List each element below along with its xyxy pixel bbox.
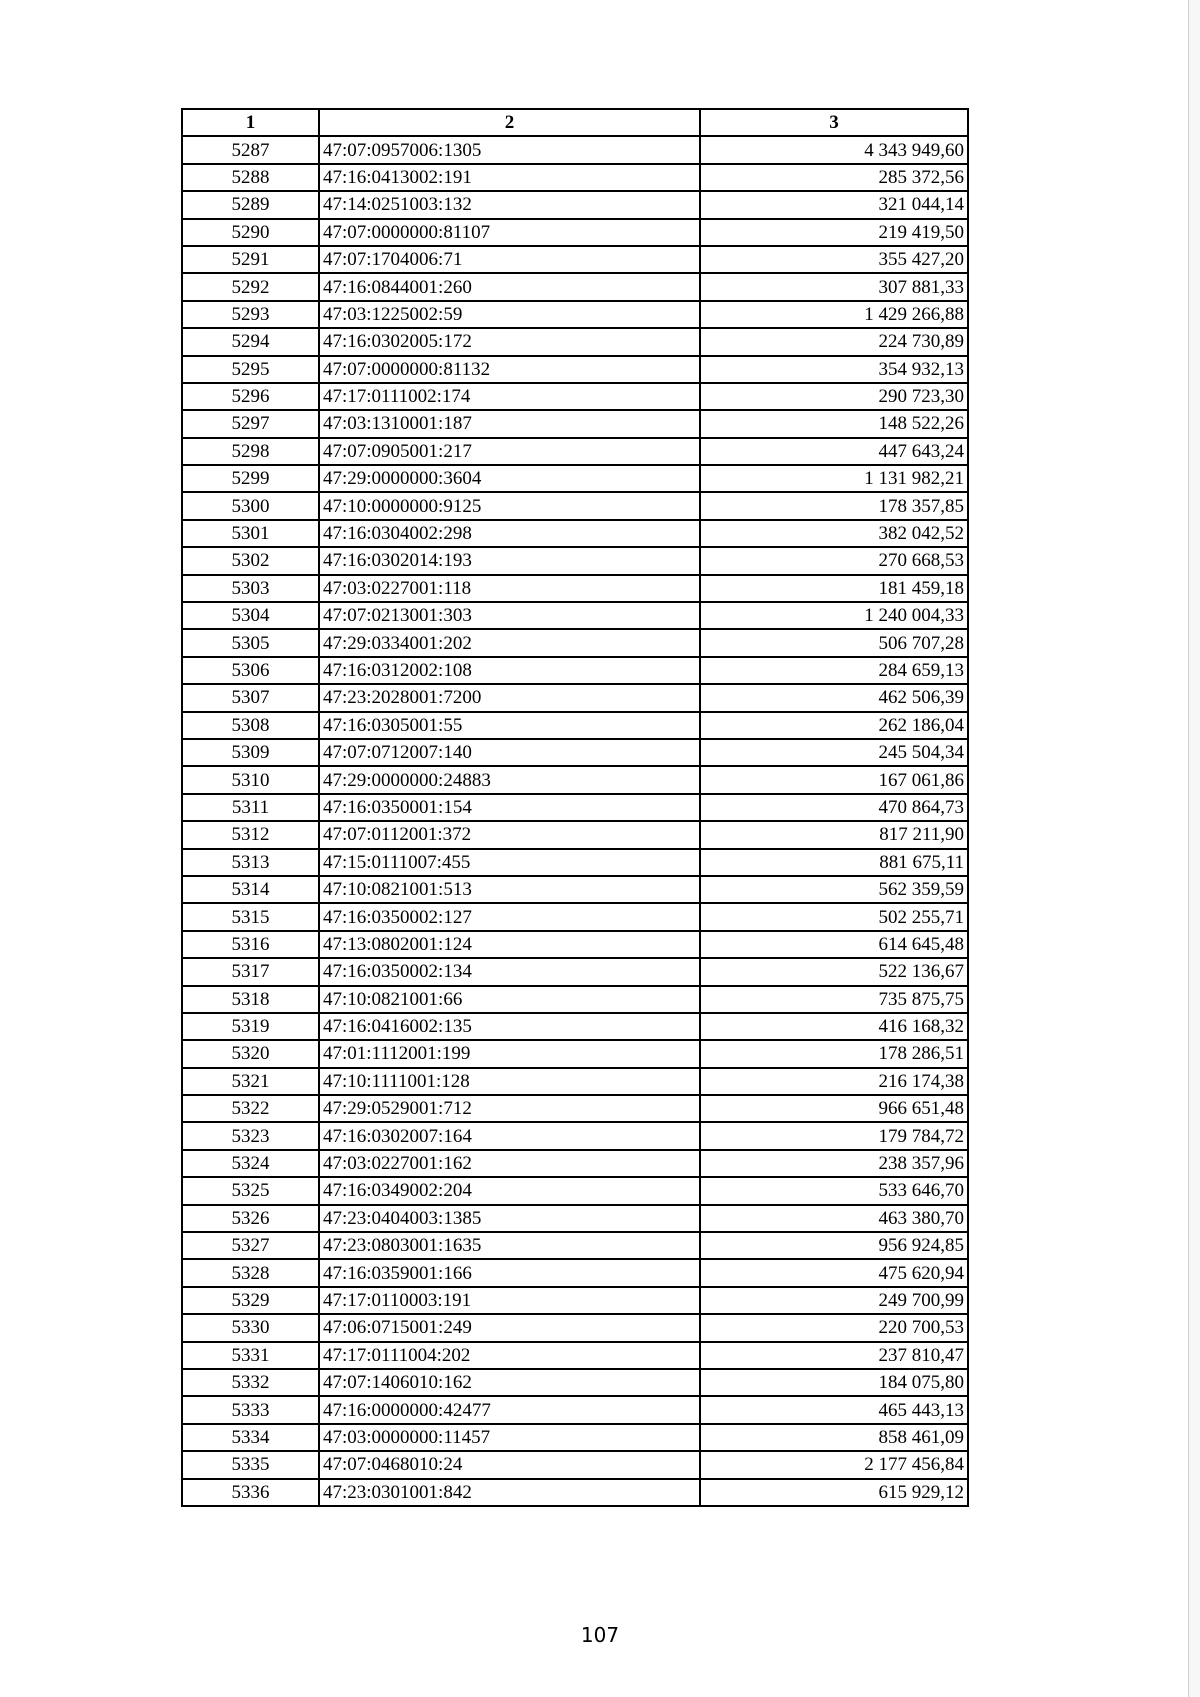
- cadastral-number: 47:23:0803001:1635: [319, 1232, 700, 1259]
- cadastral-number: 47:16:0413002:191: [319, 164, 700, 191]
- table-row: [182, 986, 968, 1013]
- row-number: 5326: [182, 1205, 319, 1232]
- cadastral-number: 47:17:0110003:191: [319, 1287, 700, 1314]
- table-row: [182, 575, 968, 602]
- table-row: [182, 1424, 968, 1451]
- row-number: 5301: [182, 520, 319, 547]
- cadastral-value: 1 240 004,33: [700, 602, 968, 629]
- row-number: 5306: [182, 657, 319, 684]
- cadastral-value: 219 419,50: [700, 219, 968, 246]
- cadastral-value: 179 784,72: [700, 1122, 968, 1149]
- cadastral-number: 47:29:0000000:24883: [319, 766, 700, 793]
- cadastral-number: 47:03:1225002:59: [319, 301, 700, 328]
- table-row: [182, 794, 968, 821]
- cadastral-number: 47:14:0251003:132: [319, 191, 700, 218]
- cadastral-number: 47:16:0844001:260: [319, 273, 700, 300]
- table-row: [182, 657, 968, 684]
- cadastral-number: 47:23:0404003:1385: [319, 1205, 700, 1232]
- row-number: 5289: [182, 191, 319, 218]
- table-row: [182, 1122, 968, 1149]
- table-header: [182, 109, 968, 136]
- cadastral-value: 216 174,38: [700, 1068, 968, 1095]
- cadastral-value: 465 443,13: [700, 1396, 968, 1423]
- row-number: 5302: [182, 547, 319, 574]
- table-row: [182, 1314, 968, 1341]
- row-number: 5313: [182, 849, 319, 876]
- table-body: [182, 136, 968, 1506]
- cadastral-number: 47:16:0416002:135: [319, 1013, 700, 1040]
- row-number: 5330: [182, 1314, 319, 1341]
- cadastral-number: 47:03:1310001:187: [319, 410, 700, 437]
- table-row: [182, 876, 968, 903]
- row-number: 5323: [182, 1122, 319, 1149]
- row-number: 5309: [182, 739, 319, 766]
- cadastral-value: 2 177 456,84: [700, 1451, 968, 1478]
- table-row: [182, 1479, 968, 1506]
- table-row: [182, 1396, 968, 1423]
- table-row: [182, 931, 968, 958]
- table-row: [182, 1259, 968, 1286]
- cadastral-number: 47:16:0350002:127: [319, 903, 700, 930]
- row-number: 5294: [182, 328, 319, 355]
- cadastral-number: 47:03:0227001:118: [319, 575, 700, 602]
- cadastral-value: 355 427,20: [700, 246, 968, 273]
- page-edge: [1188, 0, 1200, 1697]
- row-number: 5300: [182, 492, 319, 519]
- row-number: 5308: [182, 712, 319, 739]
- cadastral-number: 47:07:0468010:24: [319, 1451, 700, 1478]
- row-number: 5297: [182, 410, 319, 437]
- cadastral-number: 47:16:0000000:42477: [319, 1396, 700, 1423]
- cadastral-number: 47:07:0712007:140: [319, 739, 700, 766]
- cadastral-value: 382 042,52: [700, 520, 968, 547]
- row-number: 5315: [182, 903, 319, 930]
- row-number: 5329: [182, 1287, 319, 1314]
- header-column-2: 2: [319, 109, 700, 136]
- table-row: [182, 547, 968, 574]
- cadastral-number: 47:16:0349002:204: [319, 1177, 700, 1204]
- cadastral-value: 615 929,12: [700, 1479, 968, 1506]
- row-number: 5334: [182, 1424, 319, 1451]
- cadastral-value: 4 343 949,60: [700, 136, 968, 163]
- row-number: 5317: [182, 958, 319, 985]
- header-row: [182, 109, 968, 136]
- table-row: [182, 465, 968, 492]
- cadastral-value: 178 357,85: [700, 492, 968, 519]
- cadastral-number: 47:16:0350001:154: [319, 794, 700, 821]
- cadastral-value: 475 620,94: [700, 1259, 968, 1286]
- table-row: [182, 191, 968, 218]
- cadastral-number: 47:07:0957006:1305: [319, 136, 700, 163]
- cadastral-value: 735 875,75: [700, 986, 968, 1013]
- cadastral-number: 47:16:0304002:298: [319, 520, 700, 547]
- row-number: 5298: [182, 438, 319, 465]
- row-number: 5296: [182, 383, 319, 410]
- cadastral-value: 614 645,48: [700, 931, 968, 958]
- cadastral-value-table: [181, 108, 969, 1507]
- table-row: [182, 766, 968, 793]
- cadastral-number: 47:13:0802001:124: [319, 931, 700, 958]
- table-row: [182, 712, 968, 739]
- cadastral-value: 470 864,73: [700, 794, 968, 821]
- header-column-1: 1: [182, 109, 319, 136]
- cadastral-value: 220 700,53: [700, 1314, 968, 1341]
- cadastral-number: 47:10:0821001:513: [319, 876, 700, 903]
- cadastral-number: 47:16:0312002:108: [319, 657, 700, 684]
- row-number: 5307: [182, 684, 319, 711]
- cadastral-value: 462 506,39: [700, 684, 968, 711]
- row-number: 5335: [182, 1451, 319, 1478]
- cadastral-number: 47:17:0111004:202: [319, 1342, 700, 1369]
- cadastral-number: 47:03:0000000:11457: [319, 1424, 700, 1451]
- row-number: 5325: [182, 1177, 319, 1204]
- table-row: [182, 739, 968, 766]
- table-row: [182, 1040, 968, 1067]
- table-row: [182, 821, 968, 848]
- cadastral-value: 270 668,53: [700, 547, 968, 574]
- row-number: 5312: [182, 821, 319, 848]
- row-number: 5305: [182, 629, 319, 656]
- cadastral-value: 245 504,34: [700, 739, 968, 766]
- row-number: 5304: [182, 602, 319, 629]
- cadastral-number: 47:10:0000000:9125: [319, 492, 700, 519]
- table-row: [182, 136, 968, 163]
- row-number: 5336: [182, 1479, 319, 1506]
- cadastral-number: 47:07:0000000:81132: [319, 356, 700, 383]
- table-row: [182, 1205, 968, 1232]
- row-number: 5332: [182, 1369, 319, 1396]
- cadastral-value: 522 136,67: [700, 958, 968, 985]
- row-number: 5324: [182, 1150, 319, 1177]
- cadastral-number: 47:06:0715001:249: [319, 1314, 700, 1341]
- cadastral-number: 47:07:0112001:372: [319, 821, 700, 848]
- page-number: 107: [580, 1623, 620, 1647]
- cadastral-value: 881 675,11: [700, 849, 968, 876]
- row-number: 5293: [182, 301, 319, 328]
- row-number: 5321: [182, 1068, 319, 1095]
- row-number: 5303: [182, 575, 319, 602]
- cadastral-number: 47:17:0111002:174: [319, 383, 700, 410]
- table-row: [182, 958, 968, 985]
- table-row: [182, 1177, 968, 1204]
- table-row: [182, 602, 968, 629]
- cadastral-number: 47:23:0301001:842: [319, 1479, 700, 1506]
- cadastral-number: 47:07:0000000:81107: [319, 219, 700, 246]
- table-row: [182, 164, 968, 191]
- cadastral-value: 262 186,04: [700, 712, 968, 739]
- table-row: [182, 1287, 968, 1314]
- cadastral-value: 956 924,85: [700, 1232, 968, 1259]
- row-number: 5291: [182, 246, 319, 273]
- table-row: [182, 438, 968, 465]
- cadastral-value: 237 810,47: [700, 1342, 968, 1369]
- table-row: [182, 849, 968, 876]
- cadastral-value: 285 372,56: [700, 164, 968, 191]
- cadastral-value: 463 380,70: [700, 1205, 968, 1232]
- table-row: [182, 1342, 968, 1369]
- table-row: [182, 1013, 968, 1040]
- row-number: 5316: [182, 931, 319, 958]
- cadastral-number: 47:16:0350002:134: [319, 958, 700, 985]
- cadastral-value: 817 211,90: [700, 821, 968, 848]
- cadastral-number: 47:01:1112001:199: [319, 1040, 700, 1067]
- cadastral-value: 354 932,13: [700, 356, 968, 383]
- row-number: 5322: [182, 1095, 319, 1122]
- row-number: 5333: [182, 1396, 319, 1423]
- row-number: 5311: [182, 794, 319, 821]
- cadastral-value: 1 429 266,88: [700, 301, 968, 328]
- cadastral-number: 47:29:0529001:712: [319, 1095, 700, 1122]
- cadastral-value: 966 651,48: [700, 1095, 968, 1122]
- table-row: [182, 1451, 968, 1478]
- table-row: [182, 246, 968, 273]
- cadastral-number: 47:10:1111001:128: [319, 1068, 700, 1095]
- cadastral-value: 416 168,32: [700, 1013, 968, 1040]
- table-row: [182, 273, 968, 300]
- cadastral-number: 47:07:1704006:71: [319, 246, 700, 273]
- cadastral-value: 167 061,86: [700, 766, 968, 793]
- row-number: 5328: [182, 1259, 319, 1286]
- cadastral-number: 47:16:0302005:172: [319, 328, 700, 355]
- cadastral-number: 47:16:0302014:193: [319, 547, 700, 574]
- cadastral-value: 502 255,71: [700, 903, 968, 930]
- cadastral-value: 321 044,14: [700, 191, 968, 218]
- cadastral-number: 47:16:0359001:166: [319, 1259, 700, 1286]
- cadastral-value: 447 643,24: [700, 438, 968, 465]
- table-row: [182, 520, 968, 547]
- row-number: 5331: [182, 1342, 319, 1369]
- cadastral-number: 47:16:0305001:55: [319, 712, 700, 739]
- cadastral-value: 533 646,70: [700, 1177, 968, 1204]
- cadastral-value: 858 461,09: [700, 1424, 968, 1451]
- row-number: 5310: [182, 766, 319, 793]
- cadastral-number: 47:03:0227001:162: [319, 1150, 700, 1177]
- table-row: [182, 410, 968, 437]
- row-number: 5320: [182, 1040, 319, 1067]
- cadastral-value: 178 286,51: [700, 1040, 968, 1067]
- table-row: [182, 1150, 968, 1177]
- cadastral-number: 47:07:0905001:217: [319, 438, 700, 465]
- row-number: 5288: [182, 164, 319, 191]
- cadastral-number: 47:07:1406010:162: [319, 1369, 700, 1396]
- cadastral-number: 47:07:0213001:303: [319, 602, 700, 629]
- cadastral-number: 47:23:2028001:7200: [319, 684, 700, 711]
- row-number: 5318: [182, 986, 319, 1013]
- row-number: 5327: [182, 1232, 319, 1259]
- cadastral-number: 47:15:0111007:455: [319, 849, 700, 876]
- cadastral-number: 47:16:0302007:164: [319, 1122, 700, 1149]
- table-row: [182, 1095, 968, 1122]
- cadastral-value: 290 723,30: [700, 383, 968, 410]
- cadastral-value: 184 075,80: [700, 1369, 968, 1396]
- cadastral-value: 562 359,59: [700, 876, 968, 903]
- cadastral-value: 148 522,26: [700, 410, 968, 437]
- table-row: [182, 629, 968, 656]
- cadastral-value: 224 730,89: [700, 328, 968, 355]
- table-row: [182, 1068, 968, 1095]
- cadastral-value: 284 659,13: [700, 657, 968, 684]
- cadastral-value: 307 881,33: [700, 273, 968, 300]
- cadastral-number: 47:10:0821001:66: [319, 986, 700, 1013]
- table-row: [182, 356, 968, 383]
- cadastral-value: 249 700,99: [700, 1287, 968, 1314]
- row-number: 5319: [182, 1013, 319, 1040]
- table-row: [182, 903, 968, 930]
- table-row: [182, 1232, 968, 1259]
- table-row: [182, 301, 968, 328]
- row-number: 5314: [182, 876, 319, 903]
- row-number: 5299: [182, 465, 319, 492]
- row-number: 5287: [182, 136, 319, 163]
- row-number: 5290: [182, 219, 319, 246]
- table-row: [182, 328, 968, 355]
- cadastral-number: 47:29:0334001:202: [319, 629, 700, 656]
- table-row: [182, 1369, 968, 1396]
- table-row: [182, 219, 968, 246]
- table-row: [182, 684, 968, 711]
- header-column-3: 3: [700, 109, 968, 136]
- cadastral-value: 181 459,18: [700, 575, 968, 602]
- cadastral-number: 47:29:0000000:3604: [319, 465, 700, 492]
- cadastral-value: 1 131 982,21: [700, 465, 968, 492]
- row-number: 5295: [182, 356, 319, 383]
- cadastral-value: 506 707,28: [700, 629, 968, 656]
- row-number: 5292: [182, 273, 319, 300]
- table-row: [182, 383, 968, 410]
- table-row: [182, 492, 968, 519]
- cadastral-value: 238 357,96: [700, 1150, 968, 1177]
